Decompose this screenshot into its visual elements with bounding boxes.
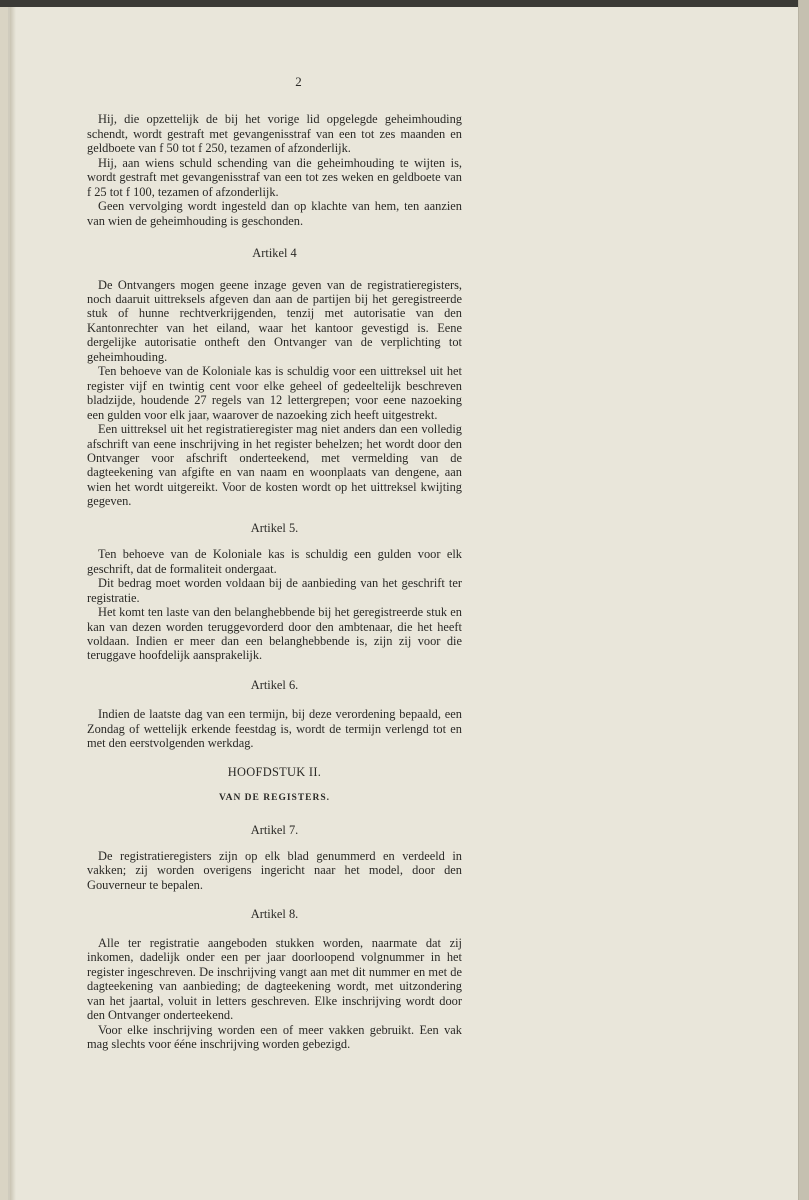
chapter-subtitle: VAN DE REGISTERS. [218, 793, 331, 804]
paragraph: Hij, die opzettelijk de bij het vorige lid opgelegde geheimhouding schendt, wordt gestraft met gevangenisstraf van een tot zes maanden en geldboete van f 50 tot f 250, tezamen of afzonderlijk. [87, 112, 462, 156]
article-heading: Artikel 8. [250, 907, 299, 922]
paragraph: Dit bedrag moet worden voldaan bij de aanbieding van het geschrift ter registratie. [87, 576, 462, 605]
chapter-heading: HOOFDSTUK II. [227, 764, 322, 779]
paragraph: De Ontvangers mogen geene inzage geven van de registratieregisters, noch daaruit uittreksels afgeven dan aan de partijen bij het geregistreerde stuk of hunne rechtverkrijgenden, tenzij met autorisatie van den Kantonrechter van het eiland, waar het kantoor gevestigd is. Eene dergelijke autorisatie ontheft den Ontvanger van de verplichting tot geheimhouding. [87, 277, 462, 364]
page-gutter-shadow [10, 7, 16, 1200]
paragraph: Alle ter registratie aangeboden stukken worden, naarmate dat zij inkomen, dadelijk onder een per jaar doorloopend volgnummer in het register ingeschreven. De inschrijving vangt aan met dit nummer en met de dagteekening van aanbieding; de dagteekening wordt, met uitzondering van het jaartal, voluit in letters geschreven. Elke inschrijving wordt door den Ontvanger onderteekend. [87, 935, 462, 1023]
paragraph: Indien de laatste dag van een termijn, bij deze verordening bepaald, een Zondag of wettelijk erkende feestdag is, wordt de termijn verlengd tot en met den eerstvolgenden werkdag. [87, 707, 462, 751]
article-heading: Artikel 6. [250, 677, 299, 692]
scan-border-right [799, 0, 809, 1200]
article-heading: Artikel 5. [250, 520, 299, 535]
document-page [8, 7, 800, 1200]
text-column [87, 75, 462, 1051]
paragraph: Voor elke inschrijving worden een of meer vakken gebruikt. Een vak mag slechts voor ééne inschrijving worden gebezigd. [87, 1022, 462, 1052]
page-number: 2 [295, 74, 302, 89]
scan-border-top [0, 0, 809, 7]
article-heading: Artikel 4 [252, 246, 297, 261]
article-heading: Artikel 7. [250, 822, 299, 837]
paragraph: De registratieregisters zijn op elk blad genummerd en verdeeld in vakken; zij worden overigens ingericht naar het model, door den Gouverneur te bepalen. [87, 849, 462, 892]
paragraph: Hij, aan wiens schuld schending van die geheimhouding te wijten is, wordt gestraft met gevangenisstraf van een tot zes weken en geldboete van f 25 tot f 100, tezamen of afzonderlijk. [87, 155, 462, 199]
paragraph: Ten behoeve van de Koloniale kas is schuldig een gulden voor elk geschrift, dat de formaliteit ondergaat. [87, 547, 462, 576]
paragraph: Een uittreksel uit het registratieregister mag niet anders dan een volledig afschrift van eene inschrijving in het register behelzen; het wordt door den Ontvanger voor afschrift onderteekend, met vermelding van de dagteekening van afgifte en van naam en woonplaats van dengene, aan wien het wordt uitgereikt. Voor de kosten wordt op het uittreksel kwijting gegeven. [87, 422, 462, 509]
paragraph: Het komt ten laste van den belanghebbende bij het geregistreerde stuk en kan van dezen worden teruggevorderd door den ambtenaar, die het heeft voldaan. Indien er meer dan een belanghebbende is, zijn zij voor die teruggave hoofdelijk aansprakelijk. [87, 605, 462, 663]
paragraph: Ten behoeve van de Koloniale kas is schuldig voor een uittreksel uit het register vijf en twintig cent voor elke geheel of gedeeltelijk beschreven bladzijde, houdende 27 regels van 12 lettergrepen; voor eene nazoeking een gulden voor elk jaar, waarover de nazoeking zich heeft uitgestrekt. [87, 364, 462, 422]
paragraph: Geen vervolging wordt ingesteld dan op klachte van hem, ten aanzien van wien de geheimhouding is geschonden. [87, 199, 462, 228]
